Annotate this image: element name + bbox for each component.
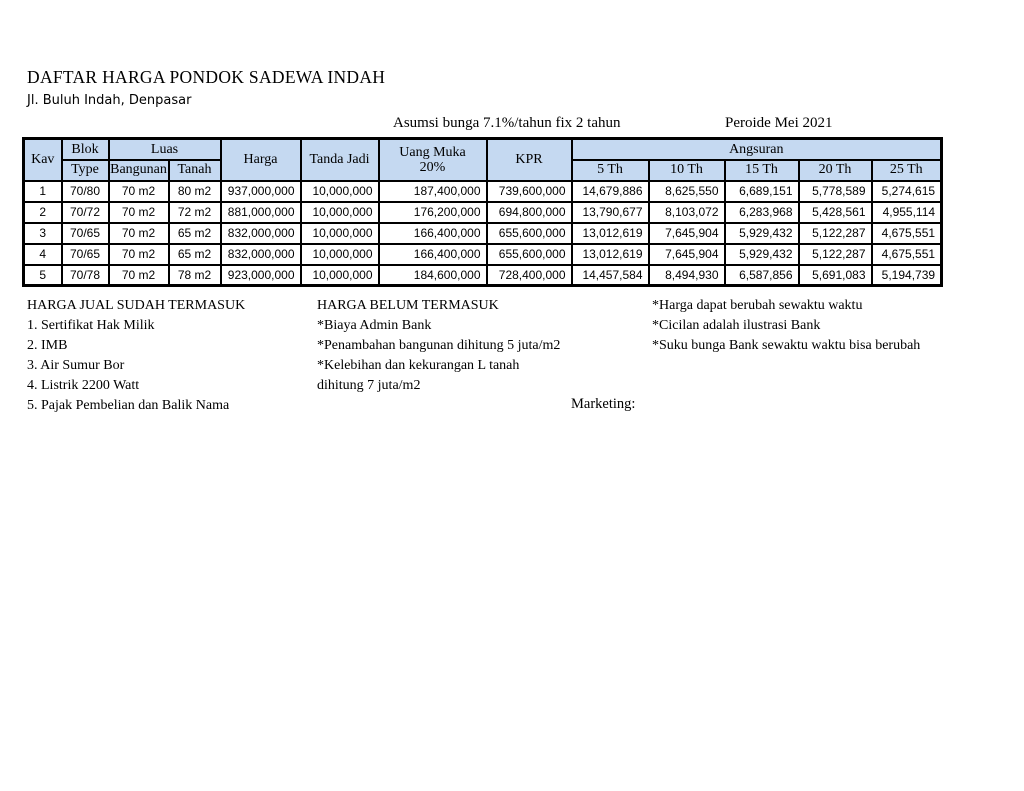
price-table: [22, 137, 943, 287]
cell-kav: 1: [24, 181, 62, 202]
cell-uang-muka: 176,200,000: [379, 202, 487, 223]
excluded-section: [317, 296, 560, 396]
table-row: [24, 265, 942, 286]
cell-angsuran-20th: 5,691,083: [799, 265, 872, 286]
page-subtitle: Jl. Buluh Indah, Denpasar: [27, 93, 192, 108]
col-header-10th: 10 Th: [649, 160, 725, 181]
list-item: *Penambahan bangunan dihitung 5 juta/m2: [317, 337, 561, 353]
col-header-harga: Harga: [221, 139, 301, 181]
col-header-15th: 15 Th: [725, 160, 799, 181]
cell-angsuran-25th: 4,955,114: [872, 202, 942, 223]
cell-bangunan: 70 m2: [109, 202, 169, 223]
included-heading: HARGA JUAL SUDAH TERMASUK: [27, 298, 246, 313]
list-item: *Kelebihan dan kekurangan L tanah: [317, 357, 520, 373]
cell-type: 70/80: [62, 181, 109, 202]
table-row: [24, 223, 942, 244]
cell-angsuran-25th: 5,194,739: [872, 265, 942, 286]
col-header-5th: 5 Th: [572, 160, 649, 181]
cell-uang-muka: 166,400,000: [379, 223, 487, 244]
excluded-heading: HARGA BELUM TERMASUK: [317, 298, 499, 313]
disclaimer-section: [652, 296, 920, 356]
col-header-bangunan: Bangunan: [109, 160, 169, 181]
list-item: *Harga dapat berubah sewaktu waktu: [652, 298, 863, 313]
cell-angsuran-25th: 5,274,615: [872, 181, 942, 202]
cell-tanda-jadi: 10,000,000: [301, 244, 379, 265]
cell-tanda-jadi: 10,000,000: [301, 202, 379, 223]
cell-angsuran-10th: 8,625,550: [649, 181, 725, 202]
list-item: *Cicilan adalah ilustrasi Bank: [652, 317, 821, 333]
uang-muka-line2: 20%: [419, 159, 446, 175]
header-row-1: [24, 139, 942, 160]
list-item: dihitung 7 juta/m2: [317, 377, 421, 393]
cell-uang-muka: 166,400,000: [379, 244, 487, 265]
cell-bangunan: 70 m2: [109, 244, 169, 265]
cell-angsuran-5th: 13,790,677: [572, 202, 649, 223]
cell-tanah: 65 m2: [169, 223, 221, 244]
cell-bangunan: 70 m2: [109, 223, 169, 244]
cell-angsuran-5th: 13,012,619: [572, 223, 649, 244]
cell-kpr: 694,800,000: [487, 202, 572, 223]
cell-type: 70/65: [62, 244, 109, 265]
table-row: [24, 202, 942, 223]
cell-tanda-jadi: 10,000,000: [301, 181, 379, 202]
cell-harga: 881,000,000: [221, 202, 301, 223]
cell-harga: 937,000,000: [221, 181, 301, 202]
cell-uang-muka: 184,600,000: [379, 265, 487, 286]
col-header-kpr: KPR: [487, 139, 572, 181]
cell-bangunan: 70 m2: [109, 265, 169, 286]
col-header-20th: 20 Th: [799, 160, 872, 181]
cell-type: 70/78: [62, 265, 109, 286]
col-header-blok: Blok: [62, 139, 109, 160]
col-header-tanah: Tanah: [169, 160, 221, 181]
cell-type: 70/72: [62, 202, 109, 223]
cell-harga: 832,000,000: [221, 244, 301, 265]
cell-angsuran-15th: 6,689,151: [725, 181, 799, 202]
cell-harga: 832,000,000: [221, 223, 301, 244]
cell-kpr: 739,600,000: [487, 181, 572, 202]
page-title: DAFTAR HARGA PONDOK SADEWA INDAH: [27, 67, 386, 87]
col-header-type: Type: [62, 160, 109, 181]
cell-angsuran-15th: 6,283,968: [725, 202, 799, 223]
cell-tanah: 65 m2: [169, 244, 221, 265]
cell-type: 70/65: [62, 223, 109, 244]
list-item: 5. Pajak Pembelian dan Balik Nama: [27, 397, 230, 413]
cell-angsuran-10th: 7,645,904: [649, 244, 725, 265]
cell-angsuran-25th: 4,675,551: [872, 223, 942, 244]
cell-angsuran-15th: 5,929,432: [725, 223, 799, 244]
list-item: 3. Air Sumur Bor: [27, 357, 125, 373]
cell-kav: 5: [24, 265, 62, 286]
cell-angsuran-5th: 13,012,619: [572, 244, 649, 265]
table-row: [24, 244, 942, 265]
list-item: *Suku bunga Bank sewaktu waktu bisa berubah: [652, 337, 921, 353]
list-item: 2. IMB: [27, 337, 68, 353]
cell-tanda-jadi: 10,000,000: [301, 223, 379, 244]
uang-muka-line1: Uang Muka: [399, 144, 466, 160]
cell-angsuran-20th: 5,122,287: [799, 223, 872, 244]
cell-kav: 4: [24, 244, 62, 265]
interest-assumption-note: Asumsi bunga 7.1%/tahun fix 2 tahun: [393, 115, 621, 131]
col-header-kav: Kav: [24, 139, 62, 181]
cell-angsuran-20th: 5,778,589: [799, 181, 872, 202]
list-item: *Biaya Admin Bank: [317, 317, 432, 333]
cell-tanah: 72 m2: [169, 202, 221, 223]
cell-kpr: 655,600,000: [487, 223, 572, 244]
cell-angsuran-5th: 14,457,584: [572, 265, 649, 286]
cell-uang-muka: 187,400,000: [379, 181, 487, 202]
cell-angsuran-20th: 5,428,561: [799, 202, 872, 223]
cell-tanah: 80 m2: [169, 181, 221, 202]
cell-angsuran-10th: 8,103,072: [649, 202, 725, 223]
col-header-25th: 25 Th: [872, 160, 942, 181]
cell-angsuran-10th: 7,645,904: [649, 223, 725, 244]
col-header-tanda-jadi: Tanda Jadi: [301, 139, 379, 181]
cell-angsuran-15th: 6,587,856: [725, 265, 799, 286]
list-item: 1. Sertifikat Hak Milik: [27, 317, 155, 333]
table-row: [24, 181, 942, 202]
included-section: [27, 296, 245, 415]
marketing-label: Marketing:: [571, 396, 636, 412]
cell-angsuran-20th: 5,122,287: [799, 244, 872, 265]
cell-angsuran-15th: 5,929,432: [725, 244, 799, 265]
cell-angsuran-5th: 14,679,886: [572, 181, 649, 202]
cell-kpr: 655,600,000: [487, 244, 572, 265]
period-note: Peroide Mei 2021: [725, 115, 833, 131]
col-header-luas: Luas: [109, 139, 221, 160]
cell-harga: 923,000,000: [221, 265, 301, 286]
cell-angsuran-25th: 4,675,551: [872, 244, 942, 265]
col-header-angsuran: Angsuran: [572, 139, 942, 160]
col-header-uang-muka: [379, 139, 487, 181]
cell-bangunan: 70 m2: [109, 181, 169, 202]
cell-kav: 2: [24, 202, 62, 223]
cell-tanda-jadi: 10,000,000: [301, 265, 379, 286]
cell-kav: 3: [24, 223, 62, 244]
cell-kpr: 728,400,000: [487, 265, 572, 286]
list-item: 4. Listrik 2200 Watt: [27, 377, 140, 393]
cell-tanah: 78 m2: [169, 265, 221, 286]
cell-angsuran-10th: 8,494,930: [649, 265, 725, 286]
